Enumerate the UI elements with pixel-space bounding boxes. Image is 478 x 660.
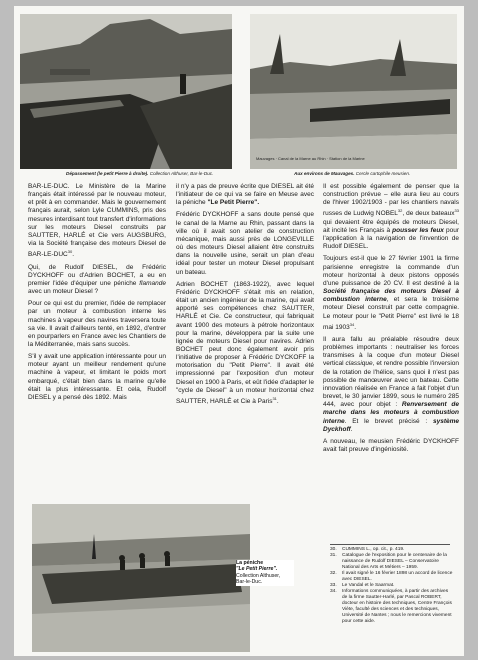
photo3-caption-credit-1: Collection Althuser, — [236, 572, 281, 579]
footnote-34: 34. Informations communiquées, à partir des archives de la firme Sautter-Harlé, par Pascal ROBERT, docteur en histoire des techniques, Centre François Viète, faculté des sciences et des techniques, Université de Nantes ; nous le remercions vivement pour cette aide. — [330, 589, 452, 624]
photo1-caption-credit: Collection Althuser, Bar-le-Duc. — [149, 171, 214, 176]
book-page — [14, 6, 464, 656]
photo2-caption — [294, 171, 459, 177]
photo3-caption-name: "Le Petit Pierre". — [236, 566, 278, 573]
photo3-caption-credit-2: Bar-le-Duc. — [236, 579, 263, 586]
col2-paragraph-1: il n'y a pas de preuve écrite que DIESEL ait été l'initiateur de ce qui va se faire en Meuse avec la péniche "Le Petit Pierre". — [176, 183, 314, 207]
footnote-divider — [330, 544, 450, 545]
photo2-caption-credit: Cercle cartophile meusien. — [355, 171, 411, 176]
photo1-caption-bold: Dépassement (le petit Pierre à droite). — [66, 171, 149, 176]
postcard-printed-title: Mauvages · Canal de la Marne au Rhin · Station de la Marine — [256, 156, 365, 161]
footnotes — [330, 547, 454, 625]
col3-paragraph-4: A nouveau, le meusien Frédéric DYCKHOFF avait fait preuve d'ingéniosité. — [323, 437, 459, 453]
col2-paragraph-3: Adrien BOCHET (1863-1922), avec lequel Frédéric DYCKHOFF s'était mis en relation, était un ancien ingénieur de la marine, qui avait apporté ses compétences chez SAUTTER, HARLÉ et Cie. Ce constructeur, qui fabriquait avant 1900 des moteurs à pétrole horizontaux pour la marine, développera par la suite une lignée de moteurs Diesel pour navires. Adrien BOCHET peut donc également avoir pris l'initiative de proposer à Frédéric DYCKOFF la motorisation du "Petit Pierre". Il avait été impressionné par l'exposition d'un moteur Diesel en 1900 à Paris, et eût l'idée d'adapter le "cycle de Diesel" à un moteur horizontal chez SAUTTER, HARLÉ et Cie à Paris$^{31}$. — [176, 280, 314, 406]
footnote-30: 30. CUMMINS L., op. cit., p. 419. — [330, 547, 405, 552]
footnote-32: 32. Il avait signé le 16 février 1898 un accord de licence avec DIESEL. — [330, 571, 453, 582]
col3-paragraph-3: Il aura fallu au préalable résoudre deux problèmes importants : neutraliser les forces transmises à la coque d'un moteur Diesel vertical classique, et rendre possible l'inversion de la rotation de l'hélice, sans quoi il n'est pas possible de manœuvrer avec un bateau. Cette innovation réalisée en France a fait l'objet d'un brevet, le 30 janvier 1899, sous le numéro 285 444, avec pour objet : Renversement de marche dans les moteurs à combustion interne. Et le brevet précisé : système Dyckhoff. — [323, 335, 459, 433]
footnote-ref-30: 30 — [67, 249, 73, 255]
photo3-caption — [236, 560, 294, 586]
col1-paragraph-4: S'il y avait une application intéressante pour un moteur ayant un meilleur rendement qu'une machine à vapeur, et limitant le poids mort embarqué, c'était bien dans la marine qu'elle était la plus intéressante. Et cela, Rudolf DIESEL y a pensé dès 1892. Mais — [28, 353, 166, 401]
col1-paragraph-3: Pour ce qui est du premier, l'idée de remplacer par un moteur à combustion interne les machines à vapeur des navires traversera toute sa vie. Il avait d'ailleurs tenté, en 1892, d'entrer en pourparlers en France avec les Chantiers de la Méditerranée, mais sans succès. — [28, 300, 166, 348]
text-column-1 — [28, 183, 166, 406]
col3-paragraph-2: Toujours est-il que le 27 février 1901 la firme parisienne enregistre la commande d'un moteur horizontal à deux pistons opposés d'une puissance de 20 CV. Il est destiné à la Société française des moteurs Diesel à combustion interne, et sera le troisième moteur Diesel construit par cette compagnie. Le moteur pour le "Petit Pierre" est livré le 18 mai 1903$^{34}$. — [323, 255, 459, 331]
footnote-ref-31: 31 — [272, 395, 277, 401]
col3-paragraph-1: Il est possible également de penser que la construction prévue – elle aura lieu au cours de l'hiver 1902/1903 - par les chantiers navals russes de Ludwig NOBEL$^{32}$, de deux bateaux$^{33}$ qui devaient être équipés de moteurs Diesel, ait incité les Français à pousser les feux pour l'application à la navigation de l'invention de Rudolf DIESEL. — [323, 183, 459, 251]
col1-paragraph-2: Qui, de Rudolf DIESEL, de Frédéric DYCKHOFF ou d'Adrien BOCHET, a eu en premier l'idée d'équiper une péniche flamande avec un moteur Diesel ? — [28, 263, 166, 296]
text-column-2 — [176, 183, 314, 410]
footnote-31: 31. Catalogue de l'exposition pour le centenaire de la naissance de Rudolf DIESEL – Conservatoire National des Arts et Métiers – 1959. — [330, 553, 447, 570]
col1-paragraph-1: BAR-LE-DUC. Le Ministère de la Marine français était intéressé par le nouveau moteur, et prêt à en commander. Mais le gouvernement français aurait, selon Lyle CUMMINS, pris des mesures interdisant tout transfert d'informations sur les moteurs Diesel construits par SAUTTER, HARLÉ et Cie vers AUGSBURG, via la Société française des moteurs Diesel de BAR-LE-DUC$^{30}$. — [28, 183, 166, 259]
photo-le-petit-pierre — [32, 504, 250, 652]
photo-mauvages-postcard — [250, 14, 457, 169]
photo3-caption-title: La péniche — [236, 560, 264, 566]
petit-pierre-image — [32, 504, 250, 652]
barges-image — [20, 14, 232, 169]
photo-barges-overtaking — [20, 14, 232, 169]
photo1-caption — [66, 171, 236, 177]
col2-paragraph-2: Frédéric DYCKHOFF a sans doute pensé que le canal de la Marne au Rhin, passant dans la ville où il avait son atelier de construction mécanique, mais aussi près de LONGEVILLE où des moteurs Diesel allaient être construits dans la nouvelle usine, serait un plan d'eau idéal pour tester un moteur Diesel propulsant un bateau. — [176, 211, 314, 276]
footnote-33: 33. Le Vandal et le Saarmat. — [330, 583, 395, 588]
text-column-3 — [323, 183, 459, 458]
mauvages-image — [250, 14, 457, 169]
photo2-caption-bold: Aux environs de Mauvages. — [294, 171, 355, 176]
